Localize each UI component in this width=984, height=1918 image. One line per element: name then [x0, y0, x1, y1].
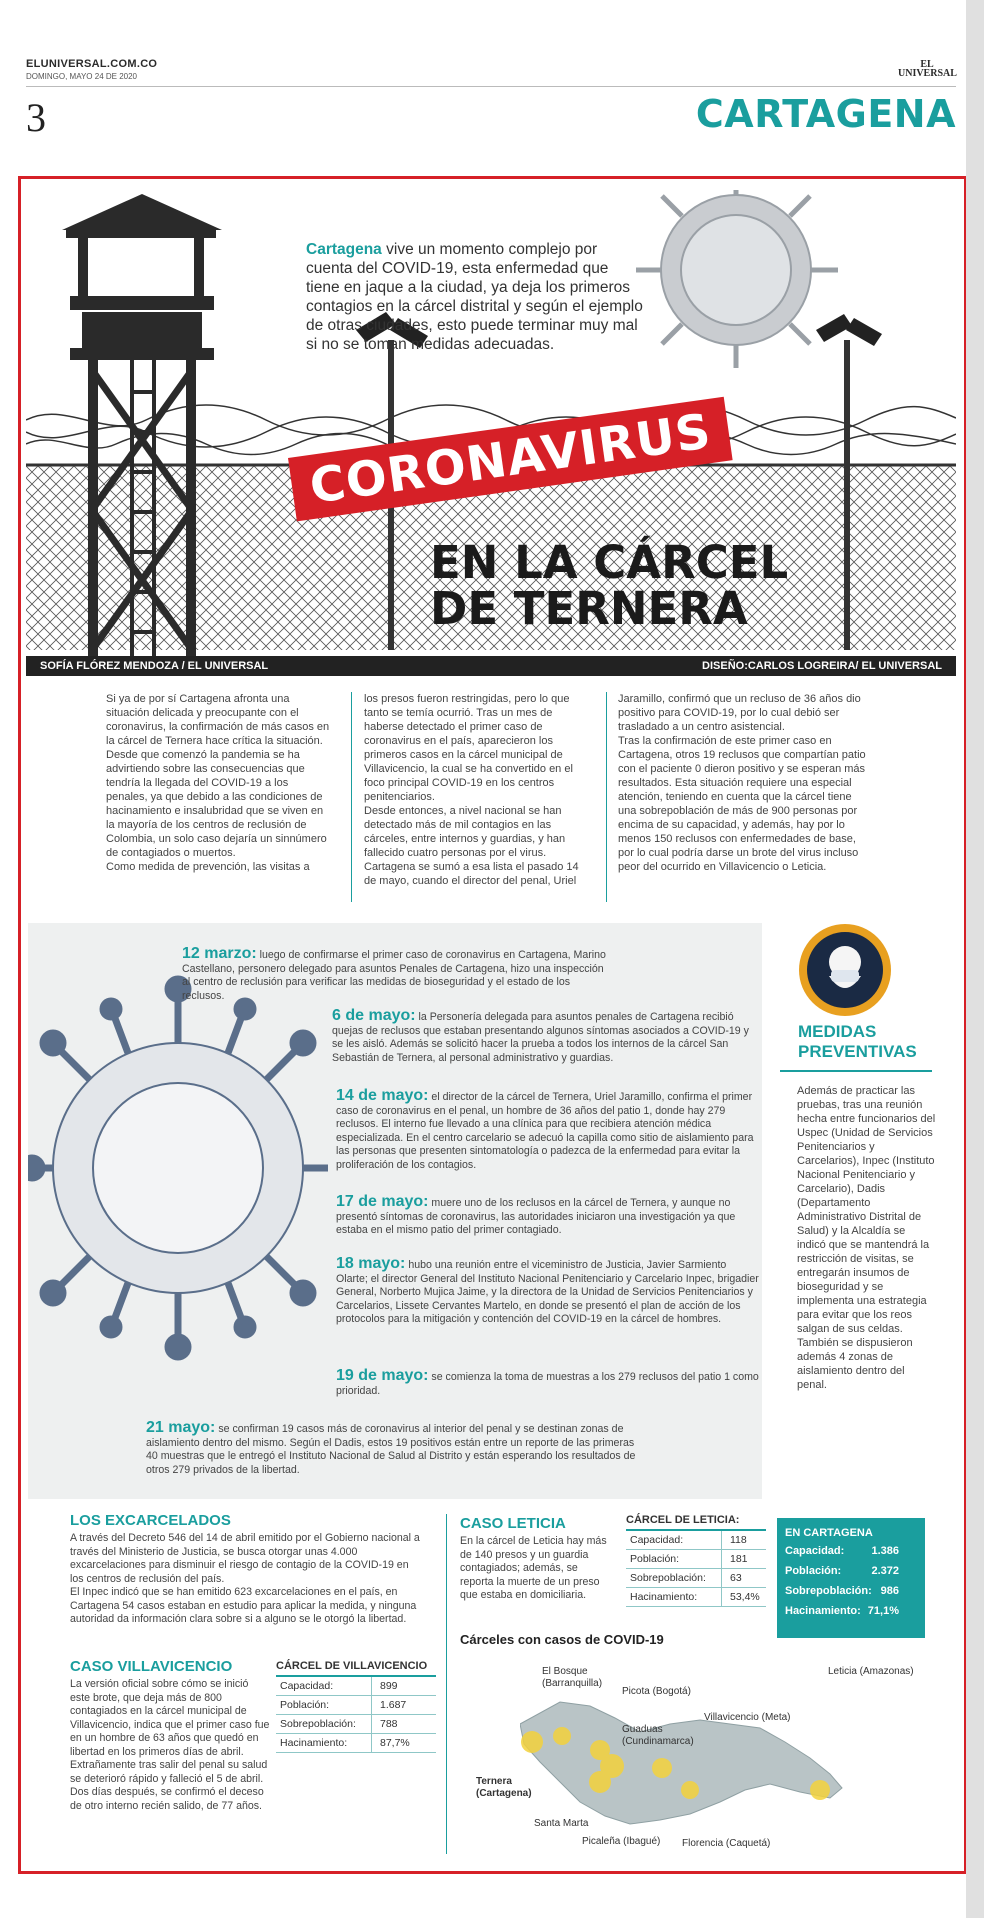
medidas-title-line-2: PREVENTIVAS [798, 1042, 917, 1061]
page-number: 3 [26, 95, 46, 140]
edition-date: DOMINGO, MAYO 24 DE 2020 [26, 72, 137, 81]
stats-row [785, 1585, 917, 1605]
stats-value: 986 [880, 1585, 899, 1597]
event-date: 14 de mayo: [336, 1087, 429, 1104]
row-value: 63 [721, 1569, 742, 1588]
leticia-title: CASO LETICIA [460, 1515, 566, 1532]
medidas-text: Además de practicar las pruebas, tras una reunión hecha entre funcionarios del Uspec (Unidad de Servicios Penitenciarios y Carcelarios), Inpec (Instituto Nacional Penitenciario y Carcelario), Dadis (Departamento Administrativo Distrital de Salud) y la Alcaldía se indicó que se mantendrá la restricción de visitas, se entregarán insumos de bioseguridad y se implementa una estrategia para evitar que los reos salgan de sus celdas. También se dispusieron además 4 zonas de aislamiento dentro del penal. [797, 1085, 936, 1391]
row-value: 788 [371, 1715, 398, 1734]
stats-label: Capacidad: [785, 1545, 845, 1557]
label-line: (Cundinamarca) [622, 1736, 694, 1747]
stats-value: 1.386 [871, 1545, 899, 1557]
column-rule-2 [606, 692, 607, 902]
headline-line-1: EN LA CÁRCEL [430, 536, 789, 589]
stats-label: Población: [785, 1565, 842, 1577]
stats-row [785, 1545, 917, 1565]
event-text: se confirman 19 casos más de coronavirus al interior del penal y se destinan zonas de aislamiento dentro del mismo. Según el Dadis, estos 19 positivos están entre un reporte de las primeras 40 muestras que le entregó el Instituto Nacional de Salud al Distrito y están esperando los resultados de otros 279 privados de la libertad. [146, 1423, 636, 1476]
table-row [276, 1715, 436, 1734]
row-label: Población: [630, 1553, 680, 1565]
hero-illustration [26, 190, 956, 678]
virus-illustration-large [28, 923, 328, 1499]
table-row [276, 1677, 436, 1696]
table-title: CÁRCEL DE LETICIA: [626, 1514, 766, 1531]
column-rule-1 [351, 692, 352, 902]
table-row [626, 1531, 766, 1550]
table-row [626, 1588, 766, 1607]
timeline-event-6 [336, 1369, 760, 1398]
intro-text [306, 240, 646, 354]
page-edge [966, 0, 984, 1918]
event-text: luego de confirmarse el primer caso de coronavirus en Cartagena, Marino Castellano, personero delegado para asuntos Penales de Cartagena, hizo una inspección al centro de reclusión para verificar las medidas de bioseguridad y el estado de los reclusos. [182, 949, 606, 1002]
event-date: 12 marzo: [182, 945, 257, 962]
design-credit: DISEÑO:CARLOS LOGREIRA/ EL UNIVERSAL [702, 660, 942, 672]
row-value: 87,7% [371, 1734, 410, 1753]
timeline-event-2 [332, 1009, 758, 1065]
body-column-3: Jaramillo, confirmó que un recluso de 36 años dio positivo para COVID-19, por lo cual debió ser trasladado a un centro asistencial. Tras la confirmación de este primer caso en Cartagena, otros 19 reclusos que compartían patio con el paciente 0 dieron positivo y se esperan más resultados. Esta situación requiere una especial atención, teniendo en cuenta que la cárcel tiene una sobrepoblación de más de 900 personas por encima de su capacidad, y además, hay por lo menos 150 reclusos con enfermedades de base, por lo cual podría darse un brote del virus incluso peor del ocurrido en Villavicencio o Leticia. [618, 693, 866, 873]
event-text: muere uno de los reclusos en la cárcel de Ternera, y aunque no presentó síntomas de coronavirus, las autoridades iniciaron una investigación ya que estaba en el mismo patio del primer contagiado. [336, 1197, 736, 1236]
event-date: 19 de mayo: [336, 1367, 429, 1384]
table-title: CÁRCEL DE VILLAVICENCIO [276, 1660, 436, 1677]
stats-label: Hacinamiento: [785, 1605, 861, 1617]
timeline-event-7 [146, 1421, 646, 1477]
row-label: Capacidad: [280, 1680, 334, 1692]
excarcelados-text: A través del Decreto 546 del 14 de abril emitido por el Gobierno nacional a través del Ministerio de Justicia, se busca otorgar unas 4.000 excarcelaciones para disminuir el riesgo de contagio de la COVID-19 en los centros de reclusión del país. El Inpec indicó que se han emitido 623 excarcelaciones en el país, en Cartagena 54 casos estaban en estudio para aplicar la medida, y ninguna autoridad da información clara sobre si a alguno se le otorgó la libertad. [70, 1532, 420, 1625]
row-label: Hacinamiento: [280, 1737, 348, 1749]
row-value: 181 [721, 1550, 748, 1569]
map-label-santa-marta: Santa Marta [534, 1818, 589, 1829]
row-label: Capacidad: [630, 1534, 684, 1546]
table-row [626, 1569, 766, 1588]
row-value: 1.687 [371, 1696, 406, 1715]
stats-value: 2.372 [871, 1565, 899, 1577]
medidas-rule [780, 1070, 932, 1072]
row-value: 118 [721, 1531, 747, 1550]
author-credit: SOFÍA FLÓREZ MENDOZA / EL UNIVERSAL [40, 660, 269, 672]
villavicencio-title: CASO VILLAVICENCIO [70, 1658, 233, 1675]
coronavirus-banner: CORONAVIRUS [288, 397, 733, 522]
row-label: Hacinamiento: [630, 1591, 698, 1603]
masked-face-icon [797, 922, 893, 1018]
credit-bar [26, 656, 956, 676]
map-label-picota: Picota (Bogotá) [622, 1686, 691, 1697]
map-label-villavicencio: Villavicencio (Meta) [704, 1712, 791, 1723]
timeline-event-5 [336, 1257, 760, 1327]
label-line: (Cartagena) [476, 1788, 532, 1799]
map-shape [520, 1702, 842, 1824]
timeline-event-4 [336, 1195, 760, 1238]
intro-lead: Cartagena [306, 241, 382, 258]
medidas-title-line-1: MEDIDAS [798, 1022, 877, 1041]
leticia-text: En la cárcel de Leticia hay más de 140 presos y un guardia contagiados; además, se reporta la muerte de un preso que estaba en domiciliaria. [460, 1535, 607, 1601]
table-row [276, 1734, 436, 1753]
timeline-panel [28, 923, 762, 1499]
label-line: Ternera [476, 1776, 512, 1787]
map-label-ternera [476, 1776, 532, 1800]
table-row [276, 1696, 436, 1715]
headline-line-2: DE TERNERA [430, 582, 748, 635]
map-title: Cárceles con casos de COVID-19 [460, 1632, 664, 1647]
intro-body: vive un momento complejo por cuenta del COVID-19, esta enfermedad que tiene en jaque a la ciudad, ya deja los primeros contagios en la cárcel distrital y según el ejemplo de otras ciudades, esto puede terminar muy mal si no se toman medidas adecuadas. [306, 241, 643, 353]
cartagena-stats-box [777, 1518, 925, 1638]
map-label-leticia: Leticia (Amazonas) [828, 1666, 914, 1677]
section-title: CARTAGENA [695, 92, 956, 136]
stats-label: Sobrepoblación: [785, 1585, 872, 1597]
label-line: Guaduas [622, 1724, 663, 1735]
row-label: Sobrepoblación: [280, 1718, 356, 1730]
table-row [626, 1550, 766, 1569]
headline [430, 536, 789, 635]
villavicencio-text: La versión oficial sobre cómo se inició este brote, que deja más de 800 contagiados en la cárcel municipal de Villavicencio, indica que el primer caso fue en un hombre de 63 años que quedó en libertad en los primeros días de abril. Extrañamente tras salir del penal su salud se deterioró rápido y falleció el 5 de abril. Dos días después, se confirmó el deceso de otro interno recién salido, de 77 años. [70, 1678, 270, 1812]
stats-row [785, 1605, 917, 1625]
header-rule [26, 86, 956, 87]
row-label: Sobrepoblación: [630, 1572, 706, 1584]
page-header [26, 58, 956, 146]
stats-value: 71,1% [867, 1605, 899, 1617]
stats-title: EN CARTAGENA [785, 1527, 873, 1539]
event-date: 18 mayo: [336, 1255, 406, 1272]
newspaper-logo: EL UNIVERSAL [898, 59, 957, 79]
event-text: el director de la cárcel de Ternera, Uriel Jaramillo, confirma el primer caso de coronavirus en el penal, un hombre de 36 años del patio 1, donde hay 279 reclusos. El interno fue llevado a una clínica para que recibiera atención médica especializada. En el centro carcelario se adecuó la capilla como sitio de aislamiento para las personas que presenten sintomatología o padezca de la enfermedad para evitar la proliferación de los contagios. [336, 1091, 754, 1171]
event-text: hubo una reunión entre el viceministro de Justicia, Javier Sarmiento Olarte; el director General del Instituto Nacional Penitenciario y Carcelario Inpec, brigadier General, Norberto Mujica Jaime, y la directora de la Unidad de Servicios Penitenciarios y Carcelarios, Lissete Cervantes Martelo, en donde se presentó el plan de acción de los protocolos para la mitigación y contención del COVID-19 en la cárcel de hombres. [336, 1259, 759, 1325]
body-column-1: Si ya de por sí Cartagena afronta una situación delicada y preocupante con el coronavirus, la confirmación de más casos en la cárcel de Ternera hace crítica la situación. Desde que comenzó la pandemia se ha advirtiendo sobre las consecuencias que tendría la llegada del COVID-19 a los penales, ya que debido a las condiciones de hacinamiento e insalubridad que se viven en la mayoría de los centros de reclusión de Colombia, un solo caso dejaría un sinnúmero de contagiados o muertos. Como medida de prevención, las visitas a [106, 693, 330, 873]
label-line: (Barranquilla) [542, 1678, 603, 1689]
event-date: 6 de mayo: [332, 1007, 416, 1024]
map-label-el-bosque [542, 1666, 602, 1690]
leticia-table [626, 1514, 766, 1607]
medidas-title [798, 1022, 917, 1062]
stats-row [785, 1565, 917, 1585]
row-value: 53,4% [721, 1588, 760, 1607]
map-label-picalena: Picaleña (Ibagué) [582, 1836, 661, 1847]
excarcelados-title: LOS EXCARCELADOS [70, 1512, 231, 1529]
villavicencio-table [276, 1660, 436, 1753]
event-date: 21 mayo: [146, 1419, 216, 1436]
virus-illustration-top [636, 190, 838, 368]
bottom-column-rule [446, 1514, 447, 1854]
row-value: 899 [371, 1677, 398, 1696]
timeline-event-3 [336, 1089, 760, 1172]
map-label-guaduas [622, 1724, 694, 1748]
timeline-event-1 [182, 947, 612, 1003]
row-label: Población: [280, 1699, 330, 1711]
event-text: la Personería delegada para asuntos penales de Cartagena recibió quejas de reclusos que estaban presentando algunos síntomas asociados a COVID-19 y se les aisló. Además se solicitó hacer la prueba a todos los internos de la cárcel San Sebastián de Ternera, al personal administrativo y guardias. [332, 1011, 749, 1064]
event-text: se comienza la toma de muestras a los 279 reclusos del patio 1 como prioridad. [336, 1371, 759, 1397]
event-date: 17 de mayo: [336, 1193, 429, 1210]
map-label-florencia: Florencia (Caquetá) [682, 1838, 771, 1849]
body-column-2: los presos fueron restringidas, pero lo que tanto se temía ocurrió. Tras un mes de haberse detectado el primer caso de coronavirus en el país, aparecieron los primeros casos en la cárcel municipal de Villavicencio, la cual se ha convertido en el foco principal COVID-19 en los centros penitenciarios. Desde entonces, a nivel nacional se han detectado más de mil contagios en las cárceles, entre internos y guardias, y han fallecido cuatro personas por el virus. Cartagena se sumó a esa lista el pasado 14 de mayo, cuando el director del penal, Uriel [364, 693, 579, 887]
label-line: El Bosque [542, 1666, 588, 1677]
site-name: ELUNIVERSAL.COM.CO [26, 58, 158, 70]
